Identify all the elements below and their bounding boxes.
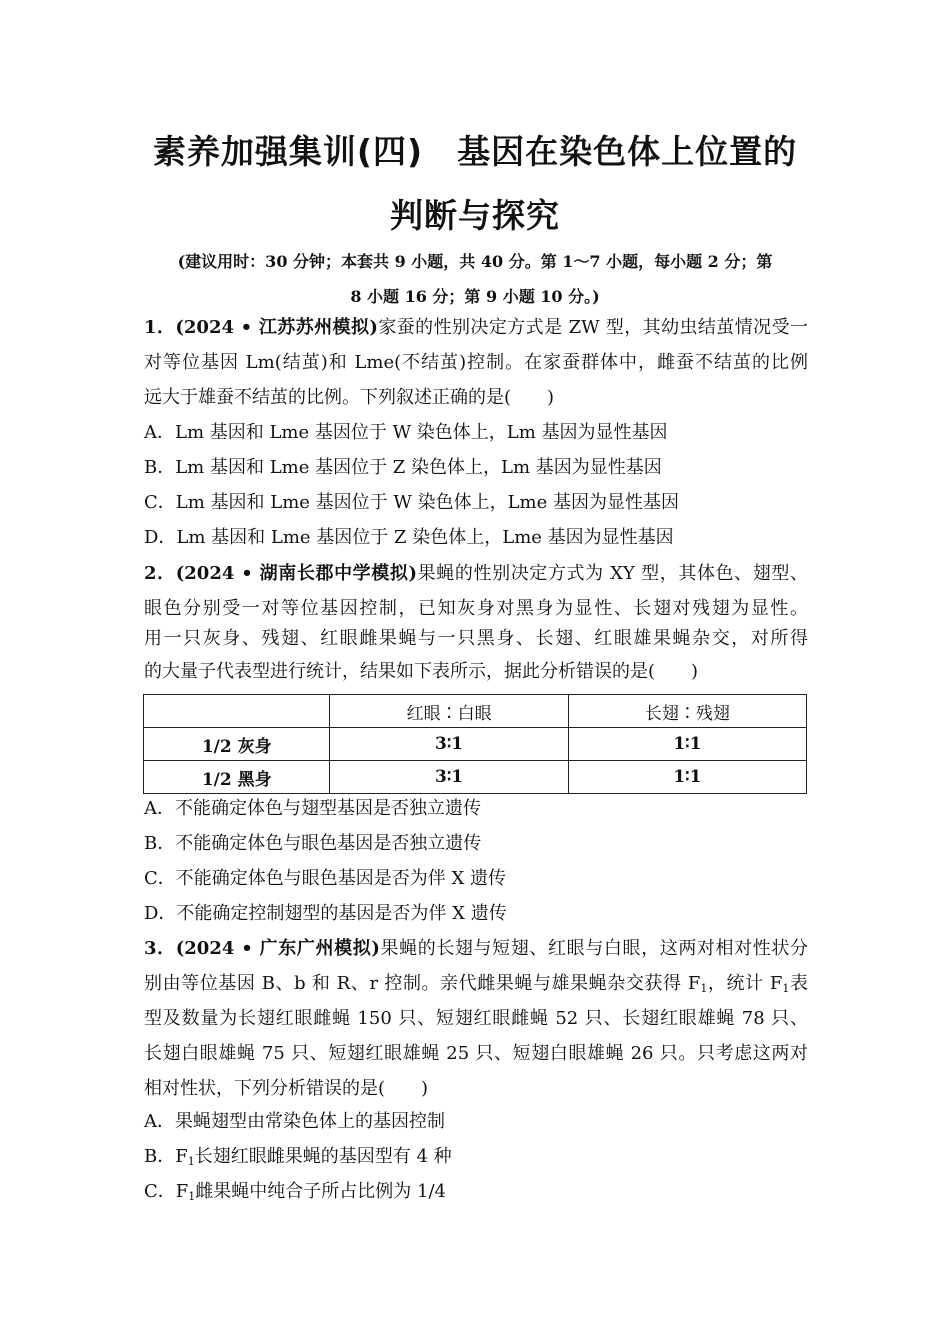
subscript-1: 1 <box>700 982 708 995</box>
q3-option-b-prefix: B．F <box>144 1146 188 1167</box>
q2-number: 2． <box>144 563 176 584</box>
q3-stem-line1 <box>144 937 808 961</box>
table-cell: 1/2 黑身 <box>144 761 330 794</box>
q3-option-c-prefix: C．F <box>144 1181 189 1202</box>
q3-stem-line3: 型及数量为长翅红眼雌蝇 150 只、短翅红眼雌蝇 52 只、长翅红眼雄蝇 78 只、 <box>144 1008 808 1029</box>
q2-stem-text1: 果蝇的性别决定方式为 XY 型，其体色、翅型、 <box>417 563 808 584</box>
q3-option-b <box>144 1145 808 1174</box>
q3-source: (2024 • 广东广州模拟) <box>175 938 380 959</box>
q3-option-a: A．果蝇翅型由常染色体上的基因控制 <box>144 1111 445 1132</box>
q2-stem-line2: 眼色分别受一对等位基因控制，已知灰身对黑身为显性、长翅对残翅为显性。 <box>144 598 808 619</box>
q1-option-b: B．Lm 基因和 Lme 基因位于 Z 染色体上，Lm 基因为显性基因 <box>144 457 662 478</box>
subscript-1: 1 <box>782 982 790 995</box>
time-note-line1: (建议用时：30 分钟；本套共 9 小题，共 40 分。第 1～7 小题，每小题 2 分；第 <box>177 252 773 271</box>
subscript-1: 1 <box>187 1155 195 1168</box>
q3-option-b-text: 长翅红眼雌果蝇的基因型有 4 种 <box>194 1146 452 1167</box>
q2-result-table <box>143 694 807 794</box>
q1-option-d: D．Lm 基因和 Lme 基因位于 Z 染色体上，Lme 基因为显性基因 <box>144 527 674 548</box>
q3-stem-line4: 长翅白眼雄蝇 75 只、短翅红眼雄蝇 25 只、短翅白眼雄蝇 26 只。只考虑这两对 <box>144 1043 808 1064</box>
q2-option-a: A．不能确定体色与翅型基因是否独立遗传 <box>144 798 481 819</box>
table-cell: 3∶1 <box>330 728 568 761</box>
q1-option-c: C．Lm 基因和 Lme 基因位于 W 染色体上，Lme 基因为显性基因 <box>144 492 679 513</box>
q2-option-b: B．不能确定体色与眼色基因是否独立遗传 <box>144 833 482 854</box>
q3-stem-text2a: 别由等位基因 B、b 和 R、r 控制。亲代雌果蝇与雄果蝇杂交获得 F <box>144 973 701 994</box>
q1-stem-text1: 家蚕的性别决定方式是 ZW 型，其幼虫结茧情况受一 <box>377 317 809 338</box>
table-cell: 1/2 灰身 <box>144 728 330 761</box>
table-cell: 1∶1 <box>568 728 806 761</box>
q2-stem-line4: 的大量子代表型进行统计，结果如下表所示，据此分析错误的是( ) <box>144 661 699 682</box>
page-title-line2: 判断与探究 <box>390 196 560 235</box>
q1-option-a: A．Lm 基因和 Lme 基因位于 W 染色体上，Lm 基因为显性基因 <box>144 422 668 443</box>
table-header-row <box>144 695 807 728</box>
q1-stem-line3: 远大于雄蚕不结茧的比例。下列叙述正确的是( ) <box>144 387 555 408</box>
q3-stem-text2b: ，统计 F <box>707 973 783 994</box>
q1-stem-line1 <box>144 316 808 340</box>
table-cell: 1∶1 <box>568 761 806 794</box>
time-note-line2: 8 小题 16 分；第 9 小题 10 分。) <box>350 287 600 306</box>
q1-number: 1． <box>144 317 176 338</box>
q1-stem-line2: 对等位基因 Lm(结茧)和 Lme(不结茧)控制。在家蚕群体中，雌蚕不结茧的比例 <box>144 352 808 373</box>
q3-option-c-text: 雌果蝇中纯合子所占比例为 1/4 <box>195 1181 446 1202</box>
table-header-cell <box>144 695 330 728</box>
table-row <box>144 761 807 794</box>
q3-stem-text2c: 表 <box>789 973 808 994</box>
table-cell: 3∶1 <box>330 761 568 794</box>
subscript-1: 1 <box>188 1190 196 1203</box>
table-header-cell: 红眼∶白眼 <box>330 695 568 728</box>
q2-stem-line1 <box>144 562 808 586</box>
q1-source: (2024 • 江苏苏州模拟) <box>175 317 378 338</box>
q2-option-c: C．不能确定体色与眼色基因是否为伴 X 遗传 <box>144 868 507 889</box>
q3-stem-line2 <box>144 972 808 1001</box>
q2-source: (2024 • 湖南长郡中学模拟) <box>175 563 418 584</box>
q3-option-c <box>144 1180 808 1209</box>
q3-stem-line5: 相对性状，下列分析错误的是( ) <box>144 1078 429 1099</box>
q2-stem-line3: 用一只灰身、残翅、红眼雌果蝇与一只黑身、长翅、红眼雄果蝇杂交，对所得 <box>144 628 808 649</box>
page-title-line1: 素养加强集训(四) 基因在染色体上位置的 <box>152 132 798 171</box>
table-header-cell: 长翅∶残翅 <box>568 695 806 728</box>
table-row <box>144 728 807 761</box>
q3-number: 3． <box>144 938 176 959</box>
q3-stem-text1: 果蝇的长翅与短翅、红眼与白眼，这两对相对性状分 <box>379 938 809 959</box>
q2-option-d: D．不能确定控制翅型的基因是否为伴 X 遗传 <box>144 903 507 924</box>
